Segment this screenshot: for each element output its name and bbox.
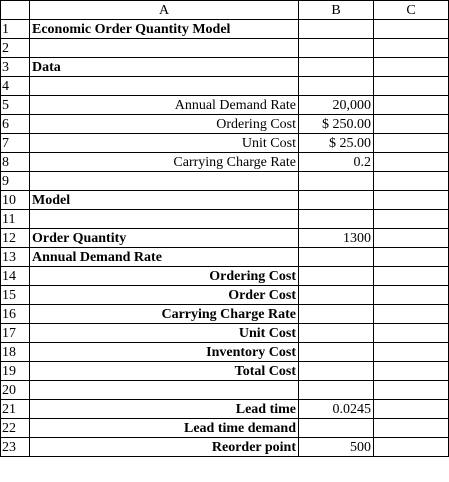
table-row (1, 77, 449, 96)
table-row (1, 210, 449, 229)
table-row (1, 153, 449, 172)
cell-a[interactable] (30, 210, 299, 229)
row-header[interactable]: 13 (1, 248, 30, 267)
table-row (1, 96, 449, 115)
row-header[interactable]: 9 (1, 172, 30, 191)
cell-a[interactable]: Annual Demand Rate (30, 248, 299, 267)
cell-b[interactable] (299, 77, 374, 96)
cell-a[interactable]: Ordering Cost (30, 267, 299, 286)
cell-b[interactable] (299, 20, 374, 39)
cell-a[interactable]: Unit Cost (30, 134, 299, 153)
cell-b[interactable]: $ 250.00 (299, 115, 374, 134)
cell-a[interactable] (30, 77, 299, 96)
cell-b[interactable] (299, 381, 374, 400)
row-header[interactable]: 19 (1, 362, 30, 381)
cell-a[interactable]: Inventory Cost (30, 343, 299, 362)
cell-c[interactable] (374, 210, 449, 229)
cell-b[interactable] (299, 324, 374, 343)
column-header-a[interactable]: A (30, 1, 299, 20)
cell-c[interactable] (374, 134, 449, 153)
row-header[interactable]: 15 (1, 286, 30, 305)
table-row (1, 20, 449, 39)
table-row (1, 305, 449, 324)
row-header[interactable]: 22 (1, 419, 30, 438)
table-row (1, 248, 449, 267)
cell-c[interactable] (374, 324, 449, 343)
cell-c[interactable] (374, 381, 449, 400)
table-row (1, 438, 449, 457)
row-header[interactable]: 23 (1, 438, 30, 457)
cell-a[interactable]: Annual Demand Rate (30, 96, 299, 115)
cell-a[interactable] (30, 381, 299, 400)
cell-a[interactable]: Reorder point (30, 438, 299, 457)
row-header[interactable]: 6 (1, 115, 30, 134)
cell-c[interactable] (374, 248, 449, 267)
cell-c[interactable] (374, 77, 449, 96)
table-row (1, 134, 449, 153)
cell-b[interactable]: 0.0245 (299, 400, 374, 419)
cell-a[interactable] (30, 172, 299, 191)
cell-b[interactable] (299, 419, 374, 438)
table-row (1, 362, 449, 381)
cell-b[interactable] (299, 39, 374, 58)
row-header[interactable]: 3 (1, 58, 30, 77)
row-header[interactable]: 7 (1, 134, 30, 153)
table-row (1, 172, 449, 191)
cell-a[interactable]: Lead time (30, 400, 299, 419)
cell-c[interactable] (374, 153, 449, 172)
table-row (1, 115, 449, 134)
cell-c[interactable] (374, 419, 449, 438)
cell-c[interactable] (374, 39, 449, 58)
cell-b[interactable] (299, 343, 374, 362)
row-header[interactable]: 16 (1, 305, 30, 324)
cell-a[interactable]: Carrying Charge Rate (30, 305, 299, 324)
row-header[interactable]: 21 (1, 400, 30, 419)
row-header[interactable]: 1 (1, 20, 30, 39)
cell-a[interactable]: Economic Order Quantity Model (30, 20, 299, 39)
row-header[interactable]: 17 (1, 324, 30, 343)
cell-b[interactable] (299, 172, 374, 191)
table-row (1, 324, 449, 343)
cell-b[interactable] (299, 267, 374, 286)
cell-c[interactable] (374, 438, 449, 457)
cell-c[interactable] (374, 58, 449, 77)
cell-a[interactable]: Data (30, 58, 299, 77)
cell-a[interactable] (30, 39, 299, 58)
cell-b[interactable]: 20,000 (299, 96, 374, 115)
cell-b[interactable] (299, 362, 374, 381)
row-header[interactable]: 8 (1, 153, 30, 172)
row-header[interactable]: 5 (1, 96, 30, 115)
table-row (1, 39, 449, 58)
cell-a[interactable]: Carrying Charge Rate (30, 153, 299, 172)
row-header[interactable]: 11 (1, 210, 30, 229)
cell-c[interactable] (374, 343, 449, 362)
column-header-c[interactable]: C (374, 1, 449, 20)
table-row (1, 400, 449, 419)
cell-c[interactable] (374, 400, 449, 419)
cell-a[interactable]: Order Cost (30, 286, 299, 305)
row-header[interactable]: 4 (1, 77, 30, 96)
cell-b[interactable]: 500 (299, 438, 374, 457)
cell-c[interactable] (374, 20, 449, 39)
column-header-b[interactable]: B (299, 1, 374, 20)
row-header[interactable]: 14 (1, 267, 30, 286)
table-row (1, 419, 449, 438)
cell-c[interactable] (374, 305, 449, 324)
cell-c[interactable] (374, 191, 449, 210)
cell-b[interactable] (299, 191, 374, 210)
cell-c[interactable] (374, 115, 449, 134)
cell-c[interactable] (374, 267, 449, 286)
cell-c[interactable] (374, 286, 449, 305)
row-header[interactable]: 12 (1, 229, 30, 248)
cell-b[interactable] (299, 305, 374, 324)
table-row (1, 191, 449, 210)
table-row (1, 286, 449, 305)
row-header[interactable]: 10 (1, 191, 30, 210)
cell-c[interactable] (374, 362, 449, 381)
cell-a[interactable]: Total Cost (30, 362, 299, 381)
cell-b[interactable]: $ 25.00 (299, 134, 374, 153)
table-row (1, 229, 449, 248)
corner-cell[interactable] (1, 1, 30, 20)
cell-b[interactable] (299, 58, 374, 77)
table-row (1, 343, 449, 362)
cell-b[interactable] (299, 248, 374, 267)
table-row (1, 58, 449, 77)
row-header[interactable]: 2 (1, 39, 30, 58)
cell-a[interactable]: Unit Cost (30, 324, 299, 343)
table-row (1, 267, 449, 286)
cell-c[interactable] (374, 229, 449, 248)
table-row (1, 381, 449, 400)
cell-a[interactable]: Lead time demand (30, 419, 299, 438)
row-header[interactable]: 18 (1, 343, 30, 362)
cell-a[interactable]: Model (30, 191, 299, 210)
cell-c[interactable] (374, 96, 449, 115)
cell-b[interactable] (299, 286, 374, 305)
row-header[interactable]: 20 (1, 381, 30, 400)
cell-a[interactable]: Ordering Cost (30, 115, 299, 134)
column-header-row (1, 1, 449, 20)
cell-a[interactable]: Order Quantity (30, 229, 299, 248)
cell-c[interactable] (374, 172, 449, 191)
cell-b[interactable] (299, 210, 374, 229)
cell-b[interactable]: 1300 (299, 229, 374, 248)
cell-b[interactable]: 0.2 (299, 153, 374, 172)
